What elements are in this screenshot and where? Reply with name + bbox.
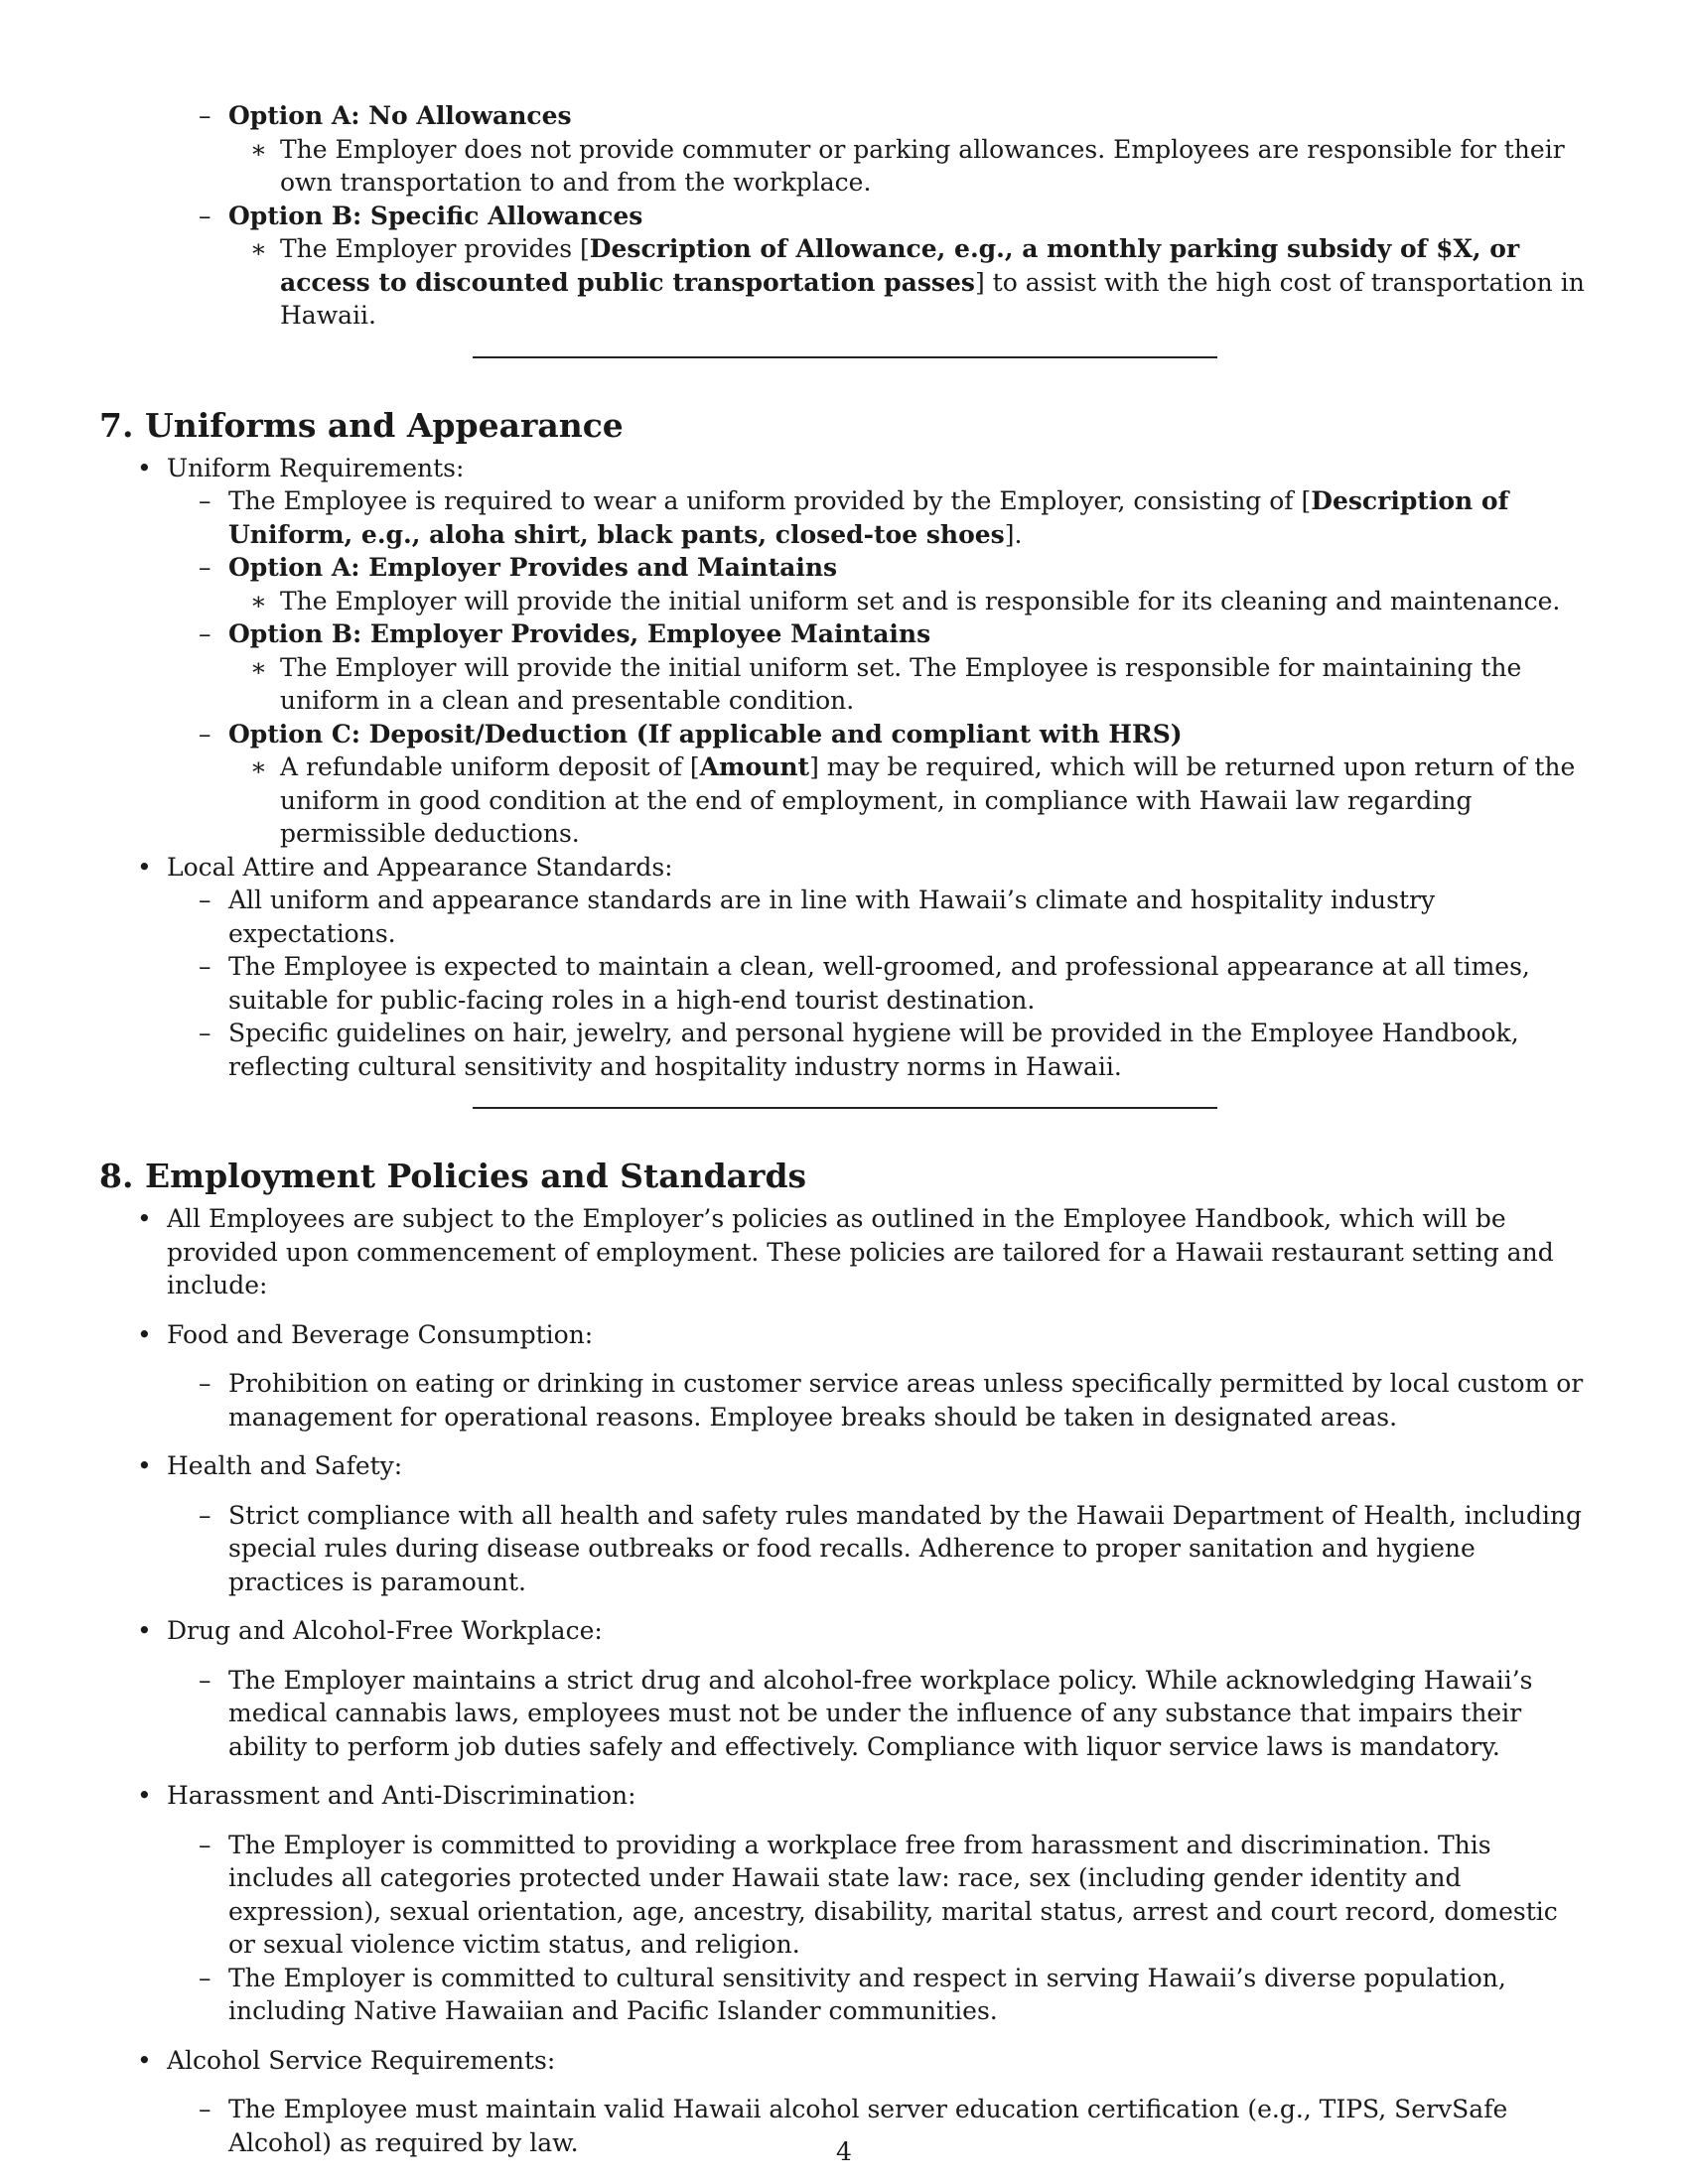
policies-intro: • All Employees are subject to the Employer’s policies as outlined in the Employee Handbook, which will be provided upon commencement of employment. These policies are tailored for a Hawaii restaurant setting and include: xyxy=(99,1202,1589,1302)
section-8-heading: 8. Employment Policies and Standards xyxy=(99,1157,807,1195)
local-attire-item: – Specific guidelines on hair, jewelry, and personal hygiene will be provided in the Employee Handbook, reflecting cultural sensitivity and hospitality industry norms in Hawaii. xyxy=(99,1017,1589,1083)
uniform-option-c-text: ∗ A refundable uniform deposit of [Amount] may be required, which will be returned upon return of the uniform in good condition at the end of employment, in compliance with Hawaii law regarding permissible deductions. xyxy=(99,751,1589,851)
uniform-option-c-heading: – Option C: Deposit/Deduction (If applicable and compliant with HRS) xyxy=(99,718,1589,751)
alcohol-service-item: – The Employee must maintain valid Hawaii alcohol server education certification (e.g., TIPS, ServSafe Alcohol) as required by law. xyxy=(99,2093,1589,2159)
uniform-requirements: • Uniform Requirements: xyxy=(99,452,1589,485)
option-a-heading: – Option A: No Allowances xyxy=(99,99,1589,133)
uniform-option-a-heading: – Option A: Employer Provides and Maintains xyxy=(99,551,1589,585)
alcohol-service-heading: • Alcohol Service Requirements: xyxy=(99,2044,1589,2078)
local-attire-item: – The Employee is expected to maintain a clean, well-groomed, and professional appearance at all times, suitable for public-facing roles in a high-end tourist destination. xyxy=(99,950,1589,1017)
harassment-heading: • Harassment and Anti-Discrimination: xyxy=(99,1779,1589,1813)
section-7-heading: 7. Uniforms and Appearance xyxy=(99,405,624,445)
harassment-item: – The Employer is committed to providing a workplace free from harassment and discrimination. This includes all categories protected under Hawaii state law: race, sex (including gender identity and expression), sexual orientation, age, ancestry, disability, marital status, arrest and court record, domestic or sexual violence victim status, and religion. xyxy=(99,1829,1589,1962)
uniform-option-b-heading: – Option B: Employer Provides, Employee Maintains xyxy=(99,617,1589,651)
food-beverage-heading: • Food and Beverage Consumption: xyxy=(99,1318,1589,1352)
uniform-option-a-text: ∗ The Employer will provide the initial uniform set and is responsible for its cleaning and maintenance. xyxy=(99,585,1589,618)
local-attire-item: – All uniform and appearance standards are in line with Hawaii’s climate and hospitality industry expectations. xyxy=(99,884,1589,950)
health-safety-item: – Strict compliance with all health and safety rules mandated by the Hawaii Department of Health, including special rules during disease outbreaks or food recalls. Adherence to proper sanitation and hygiene practices is paramount. xyxy=(99,1499,1589,1599)
option-b-heading: – Option B: Specific Allowances xyxy=(99,200,1589,233)
document-page xyxy=(99,99,1589,2159)
health-safety-heading: • Health and Safety: xyxy=(99,1449,1589,1483)
option-b-text: ∗ The Employer provides [Description of Allowance, e.g., a monthly parking subsidy of $X, or access to discounted public transportation passes] to assist with the high cost of transportation in Hawaii. xyxy=(99,232,1589,333)
uniform-description: – The Employee is required to wear a uniform provided by the Employer, consisting of [Description of Uniform, e.g., aloha shirt, black pants, closed-toe shoes]. xyxy=(99,484,1589,551)
drug-alcohol-heading: • Drug and Alcohol-Free Workplace: xyxy=(99,1614,1589,1648)
local-attire-standards: • Local Attire and Appearance Standards: xyxy=(99,851,1589,885)
harassment-item: – The Employer is committed to cultural sensitivity and respect in serving Hawaii’s diverse population, including Native Hawaiian and Pacific Islander communities. xyxy=(99,1962,1589,2028)
option-a-text: ∗ The Employer does not provide commuter or parking allowances. Employees are responsible for their own transportation to and from the workplace. xyxy=(99,133,1589,200)
page-number: 4 xyxy=(836,2137,852,2166)
food-beverage-item: – Prohibition on eating or drinking in customer service areas unless specifically permitted by local custom or management for operational reasons. Employee breaks should be taken in designated areas. xyxy=(99,1367,1589,1433)
uniform-option-b-text: ∗ The Employer will provide the initial uniform set. The Employee is responsible for maintaining the uniform in a clean and presentable condition. xyxy=(99,651,1589,718)
drug-alcohol-item: – The Employer maintains a strict drug and alcohol-free workplace policy. While acknowledging Hawaii’s medical cannabis laws, employees must not be under the influence of any substance that impairs their ability to perform job duties safely and effectively. Compliance with liquor service laws is mandatory. xyxy=(99,1664,1589,1764)
